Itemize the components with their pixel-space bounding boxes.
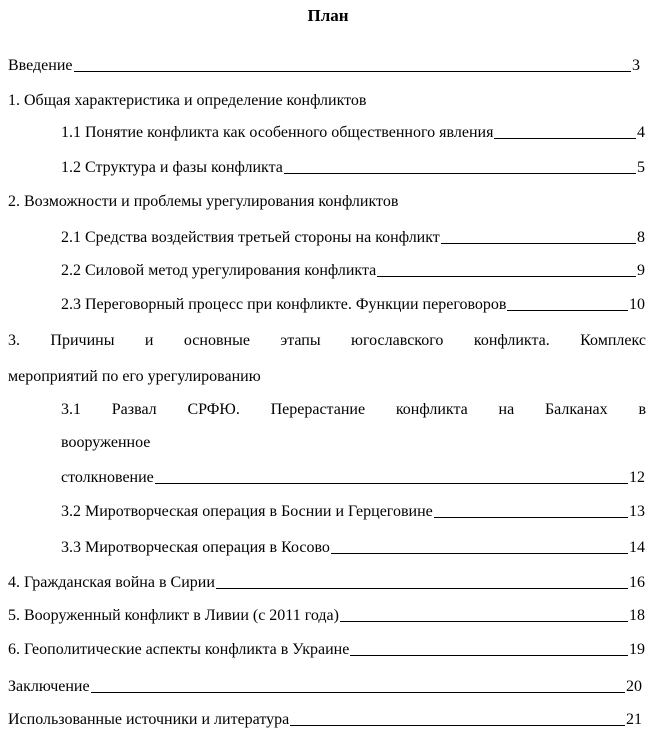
toc-page-number: 10 (629, 296, 645, 313)
toc-entry-text: 2.1 Средства воздействия третьей стороны на конфликт (61, 229, 440, 246)
toc-entry-2-3 (61, 295, 645, 315)
toc-page-number: 19 (629, 641, 645, 658)
toc-page-number: 9 (637, 262, 645, 279)
leader-line (434, 517, 628, 518)
toc-entry-section-5 (8, 606, 645, 626)
leader-line (284, 173, 636, 174)
toc-page-number: 14 (629, 539, 645, 556)
leader-line (331, 553, 628, 554)
toc-heading-section-1: 1. Общая характеристика и определение конфликтов (8, 92, 367, 109)
toc-entry-3-3 (61, 538, 645, 558)
toc-entry-3-2 (61, 502, 645, 522)
toc-entry-section-6 (8, 640, 645, 660)
toc-entry-text: 3.3 Миротворческая операция в Косово (61, 539, 330, 556)
toc-entry-text: 2.3 Переговорный процесс при конфликте. Функции переговоров (61, 296, 507, 313)
toc-entry-text: 3.2 Миротворческая операция в Боснии и Герцеговине (61, 503, 433, 520)
toc-entry-text: 6. Геополитические аспекты конфликта в Украине (8, 641, 350, 658)
toc-page-number: 12 (629, 469, 645, 486)
toc-entry-introduction (8, 56, 640, 76)
leader-line (377, 276, 636, 277)
toc-entry-text: 1.2 Структура и фазы конфликта (61, 159, 283, 176)
toc-entry-sources (8, 710, 642, 730)
toc-entry-1-1 (61, 123, 645, 143)
leader-line (441, 243, 636, 244)
leader-line (340, 621, 628, 622)
toc-entry-3-1-line-2: вооруженное (61, 434, 151, 451)
toc-entry-conclusion (8, 677, 642, 697)
leader-line (91, 692, 625, 693)
leader-line (494, 138, 636, 139)
toc-page-number: 3 (632, 57, 640, 74)
toc-page-number: 4 (637, 124, 645, 141)
toc-entry-text: столкновение (61, 469, 154, 486)
leader-line (216, 588, 628, 589)
toc-entry-text: 4. Гражданская война в Сирии (8, 574, 215, 591)
toc-heading-section-3-line-1: 3. Причины и основные этапы югославского конфликта. Комплекс (8, 332, 646, 349)
page-title: План (307, 6, 349, 25)
toc-entry-section-4 (8, 573, 645, 593)
toc-entry-text: Использованные источники и литература (8, 711, 290, 728)
toc-entry-text: 2.2 Силовой метод урегулирования конфликта (61, 262, 377, 279)
toc-entry-text: 5. Вооруженный конфликт в Ливии (с 2011 года) (8, 607, 339, 624)
toc-entry-text: Заключение (8, 678, 90, 695)
toc-heading-section-3-line-2: мероприятий по его урегулированию (8, 368, 261, 385)
toc-page-number: 16 (629, 574, 645, 591)
toc-page-number: 20 (626, 678, 642, 695)
toc-entry-1-2 (61, 158, 645, 178)
leader-line (507, 310, 628, 311)
toc-page-number: 21 (626, 711, 642, 728)
toc-entry-text: Введение (8, 57, 73, 74)
toc-heading-section-2: 2. Возможности и проблемы урегулирования конфликтов (8, 193, 399, 210)
toc-page-number: 8 (637, 229, 645, 246)
toc-page-number: 13 (629, 503, 645, 520)
leader-line (155, 483, 628, 484)
toc-entry-2-2 (61, 261, 645, 281)
leader-line (350, 655, 628, 656)
toc-page-number: 5 (637, 159, 645, 176)
toc-entry-2-1 (61, 228, 645, 248)
leader-line (290, 725, 625, 726)
toc-entry-3-1-line-1: 3.1 Развал СРФЮ. Перерастание конфликта на Балканах в (61, 401, 646, 418)
leader-line (74, 71, 632, 72)
toc-entry-text: 1.1 Понятие конфликта как особенного общественного явления (61, 124, 494, 141)
toc-page-number: 18 (629, 607, 645, 624)
toc-entry-3-1 (61, 468, 645, 488)
